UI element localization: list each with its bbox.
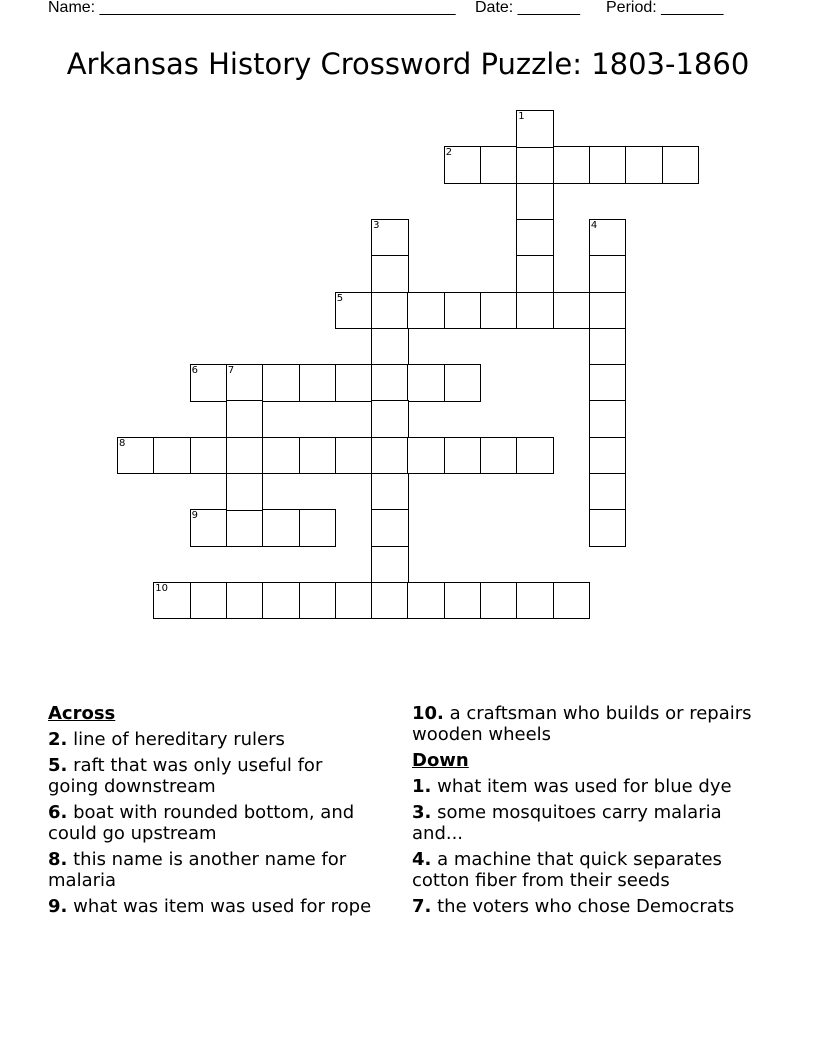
name-field[interactable]: Name: ________________________________________ xyxy=(48,0,456,16)
clue-number: 10. xyxy=(412,703,444,724)
down-heading: Down xyxy=(412,750,469,771)
grid-cell[interactable] xyxy=(516,292,554,330)
grid-cell[interactable] xyxy=(371,509,409,547)
grid-cell[interactable] xyxy=(371,292,409,330)
clue-across-5 xyxy=(48,755,378,797)
date-field[interactable]: Date: _______ xyxy=(475,0,580,16)
grid-cell[interactable] xyxy=(226,509,264,547)
clue-number: 5. xyxy=(48,755,68,776)
grid-cell[interactable] xyxy=(480,146,518,184)
grid-cell[interactable] xyxy=(226,473,264,511)
clue-text: raft that was only useful for going downstream xyxy=(48,755,323,797)
grid-cell[interactable] xyxy=(226,582,264,620)
clue-text: what item was used for blue dye xyxy=(437,776,732,797)
grid-cell[interactable] xyxy=(371,328,409,366)
clue-text: this name is another name for malaria xyxy=(48,849,347,891)
grid-cell[interactable] xyxy=(589,364,627,402)
grid-cell[interactable] xyxy=(444,582,482,620)
clues-column-right xyxy=(412,703,757,922)
grid-cell[interactable] xyxy=(335,437,373,475)
clue-number-label: 5 xyxy=(336,292,344,304)
grid-cell[interactable] xyxy=(589,400,627,438)
grid-cell[interactable] xyxy=(262,509,300,547)
clue-number: 2. xyxy=(48,729,68,750)
grid-cell[interactable] xyxy=(589,146,627,184)
clue-text: line of hereditary rulers xyxy=(73,729,285,750)
clue-text: a machine that quick separates cotton fiber from their seeds xyxy=(412,849,722,891)
clue-across-6 xyxy=(48,802,378,844)
grid-cell[interactable] xyxy=(371,255,409,293)
grid-cell[interactable] xyxy=(371,546,409,584)
grid-cell[interactable] xyxy=(371,400,409,438)
grid-cell[interactable] xyxy=(589,328,627,366)
grid-cell[interactable] xyxy=(371,582,409,620)
grid-cell[interactable] xyxy=(262,582,300,620)
grid-cell[interactable] xyxy=(480,437,518,475)
grid-cell[interactable] xyxy=(371,473,409,511)
grid-cell[interactable] xyxy=(371,219,409,257)
clue-number-label: 7 xyxy=(227,365,235,377)
grid-cell[interactable] xyxy=(299,509,337,547)
grid-cell[interactable] xyxy=(226,437,264,475)
clue-number: 8. xyxy=(48,849,68,870)
grid-cell[interactable] xyxy=(190,437,228,475)
grid-cell[interactable] xyxy=(516,183,554,221)
grid-cell[interactable] xyxy=(589,219,627,257)
clue-across-10 xyxy=(412,703,757,745)
grid-cell[interactable] xyxy=(516,582,554,620)
clue-number-label: 2 xyxy=(445,147,453,159)
grid-cell[interactable] xyxy=(371,364,409,402)
clue-number-label: 8 xyxy=(119,437,126,449)
clue-text: what was item was used for rope xyxy=(73,896,372,917)
grid-cell[interactable] xyxy=(299,582,337,620)
grid-cell[interactable] xyxy=(589,509,627,547)
clue-down-1 xyxy=(412,776,757,797)
clue-number-label: 10 xyxy=(155,582,169,594)
grid-cell[interactable] xyxy=(516,110,554,148)
clue-across-9 xyxy=(48,896,378,917)
grid-cell[interactable] xyxy=(516,437,554,475)
grid-cell[interactable] xyxy=(407,437,445,475)
grid-cell[interactable] xyxy=(480,292,518,330)
grid-cell[interactable] xyxy=(299,437,337,475)
grid-cell[interactable] xyxy=(589,437,627,475)
clue-number: 9. xyxy=(48,896,68,917)
grid-cell[interactable] xyxy=(262,364,300,402)
grid-cell[interactable] xyxy=(153,437,191,475)
clue-text: the voters who chose Democrats xyxy=(437,896,735,917)
grid-cell[interactable] xyxy=(190,364,228,402)
grid-cell[interactable] xyxy=(444,364,482,402)
grid-cell[interactable] xyxy=(444,146,482,184)
grid-cell[interactable] xyxy=(553,292,591,330)
grid-cell[interactable] xyxy=(589,292,627,330)
grid-cell[interactable] xyxy=(516,255,554,293)
grid-cell[interactable] xyxy=(480,582,518,620)
grid-cell[interactable] xyxy=(335,582,373,620)
clue-down-3 xyxy=(412,802,757,844)
grid-cell[interactable] xyxy=(262,437,300,475)
grid-cell[interactable] xyxy=(553,146,591,184)
grid-cell[interactable] xyxy=(371,437,409,475)
grid-cell[interactable] xyxy=(589,473,627,511)
grid-cell[interactable] xyxy=(407,582,445,620)
clue-down-4 xyxy=(412,849,757,891)
grid-cell[interactable] xyxy=(190,509,228,547)
clue-number-label: 4 xyxy=(590,219,598,231)
grid-cell[interactable] xyxy=(407,292,445,330)
clue-number: 6. xyxy=(48,802,68,823)
grid-cell[interactable] xyxy=(444,292,482,330)
clue-across-2 xyxy=(48,729,378,750)
clues-column-left xyxy=(48,703,378,922)
clue-down-7 xyxy=(412,896,757,917)
clue-number: 4. xyxy=(412,849,432,870)
grid-cell[interactable] xyxy=(444,437,482,475)
clue-across-8 xyxy=(48,849,378,891)
grid-cell[interactable] xyxy=(516,219,554,257)
grid-cell[interactable] xyxy=(335,364,373,402)
clue-number-label: 6 xyxy=(191,365,198,377)
grid-cell[interactable] xyxy=(516,146,554,184)
grid-cell[interactable] xyxy=(190,582,228,620)
grid-cell[interactable] xyxy=(553,582,591,620)
grid-cell[interactable] xyxy=(589,255,627,293)
grid-cell[interactable] xyxy=(335,292,373,330)
clue-text: boat with rounded bottom, and could go upstream xyxy=(48,802,355,844)
clue-text: some mosquitoes carry malaria and... xyxy=(412,802,722,844)
clue-text: a craftsman who builds or repairs wooden wheels xyxy=(412,703,752,745)
grid-cell[interactable] xyxy=(662,146,700,184)
period-field[interactable]: Period: _______ xyxy=(606,0,724,16)
across-heading: Across xyxy=(48,703,116,724)
grid-cell[interactable] xyxy=(625,146,663,184)
clue-number: 1. xyxy=(412,776,432,797)
grid-cell[interactable] xyxy=(153,582,191,620)
grid-cell[interactable] xyxy=(226,400,264,438)
clue-number-label: 1 xyxy=(518,111,525,122)
grid-cell[interactable] xyxy=(117,437,155,475)
grid-cell[interactable] xyxy=(299,364,337,402)
grid-cell[interactable] xyxy=(226,364,264,402)
clue-number: 7. xyxy=(412,896,432,917)
clue-number-label: 3 xyxy=(373,219,380,231)
clue-number: 3. xyxy=(412,802,432,823)
puzzle-title: Arkansas History Crossword Puzzle: 1803-1860 xyxy=(66,47,750,81)
grid-cell[interactable] xyxy=(407,364,445,402)
clue-number-label: 9 xyxy=(191,510,198,522)
